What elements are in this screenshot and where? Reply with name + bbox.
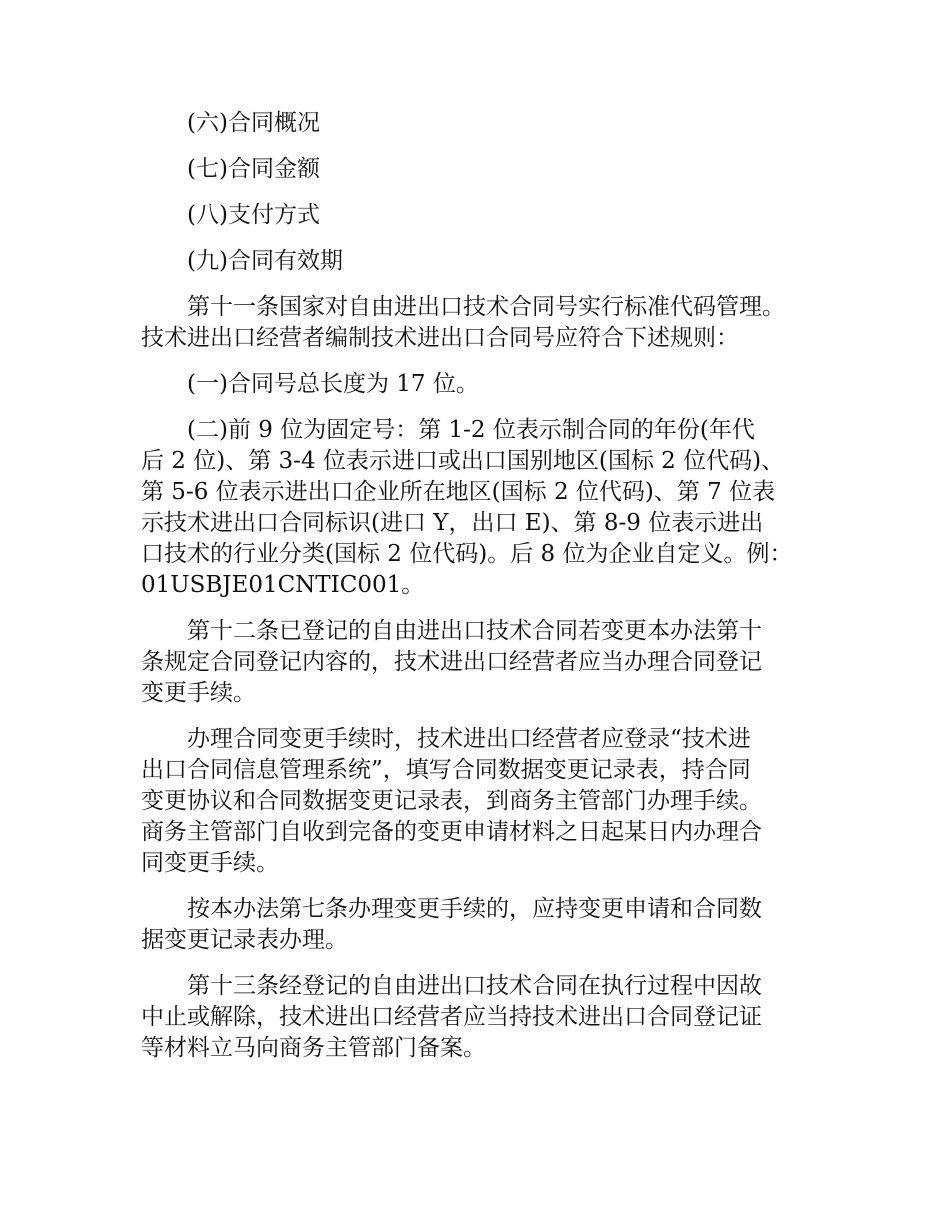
article-12-line: 第十二条已登记的自由进出口技术合同若变更本办法第十 [187,618,762,644]
rule-2-line: 口技术的行业分类(国标 2 位代码)。后 8 位为企业自定义。例： [141,541,793,567]
rule-2-line: 01USBJE01CNTIC001。 [141,572,425,598]
article-12-line: 变更手续。 [141,680,256,706]
article-13-line: 等材料立马向商务主管部门备案。 [141,1035,486,1061]
article-13-paragraph [141,971,821,1064]
rule-2-paragraph [141,415,821,601]
article-11-line: 第十一条国家对自由进出口技术合同号实行标准代码管理。 [187,294,785,320]
rule-1-paragraph: (一)合同号总长度为 17 位。 [187,371,479,397]
change-procedure-line: 变更协议和合同数据变更记录表，到商务主管部门办理手续。 [141,788,762,814]
article-13-line: 中止或解除，技术进出口经营者应当持技术进出口合同登记证 [141,1004,762,1030]
item-contract-validity: (九)合同有效期 [187,248,343,274]
article-7-note-line: 按本办法第七条办理变更手续的，应持变更申请和合同数 [187,896,762,922]
article-13-line: 第十三条经登记的自由进出口技术合同在执行过程中因故 [187,973,762,999]
article-12-paragraph [141,616,821,709]
rule-2-line: 示技术进出口合同标识(进口 Y，出口 E)、第 8-9 位表示进出 [141,510,764,536]
article-7-note-line: 据变更记录表办理。 [141,927,348,953]
article-12-line: 条规定合同登记内容的，技术进出口经营者应当办理合同登记 [141,649,762,675]
rule-2-line: 后 2 位)、第 3-4 位表示进口或出口国别地区(国标 2 位代码)、 [141,448,785,474]
article-7-note-paragraph [141,894,821,956]
change-procedure-paragraph [141,724,821,879]
article-11-paragraph [141,292,821,354]
change-procedure-line: 商务主管部门自收到完备的变更申请材料之日起某日内办理合 [141,819,762,845]
change-procedure-line: 出口合同信息管理系统”，填写合同数据变更记录表，持合同 [141,757,751,783]
document-body [141,108,821,1079]
item-contract-amount: (七)合同金额 [187,156,320,182]
change-procedure-line: 办理合同变更手续时，技术进出口经营者应登录“技术进 [187,726,751,752]
article-11-line: 技术进出口经营者编制技术进出口合同号应符合下述规则： [141,325,739,351]
change-procedure-line: 同变更手续。 [141,850,279,876]
rule-2-line: 第 5-6 位表示进出口企业所在地区(国标 2 位代码)、第 7 位表 [141,479,776,505]
rule-2-line: (二)前 9 位为固定号：第 1-2 位表示制合同的年份(年代 [187,417,755,443]
item-contract-overview: (六)合同概况 [187,110,320,136]
item-payment-method: (八)支付方式 [187,202,320,228]
